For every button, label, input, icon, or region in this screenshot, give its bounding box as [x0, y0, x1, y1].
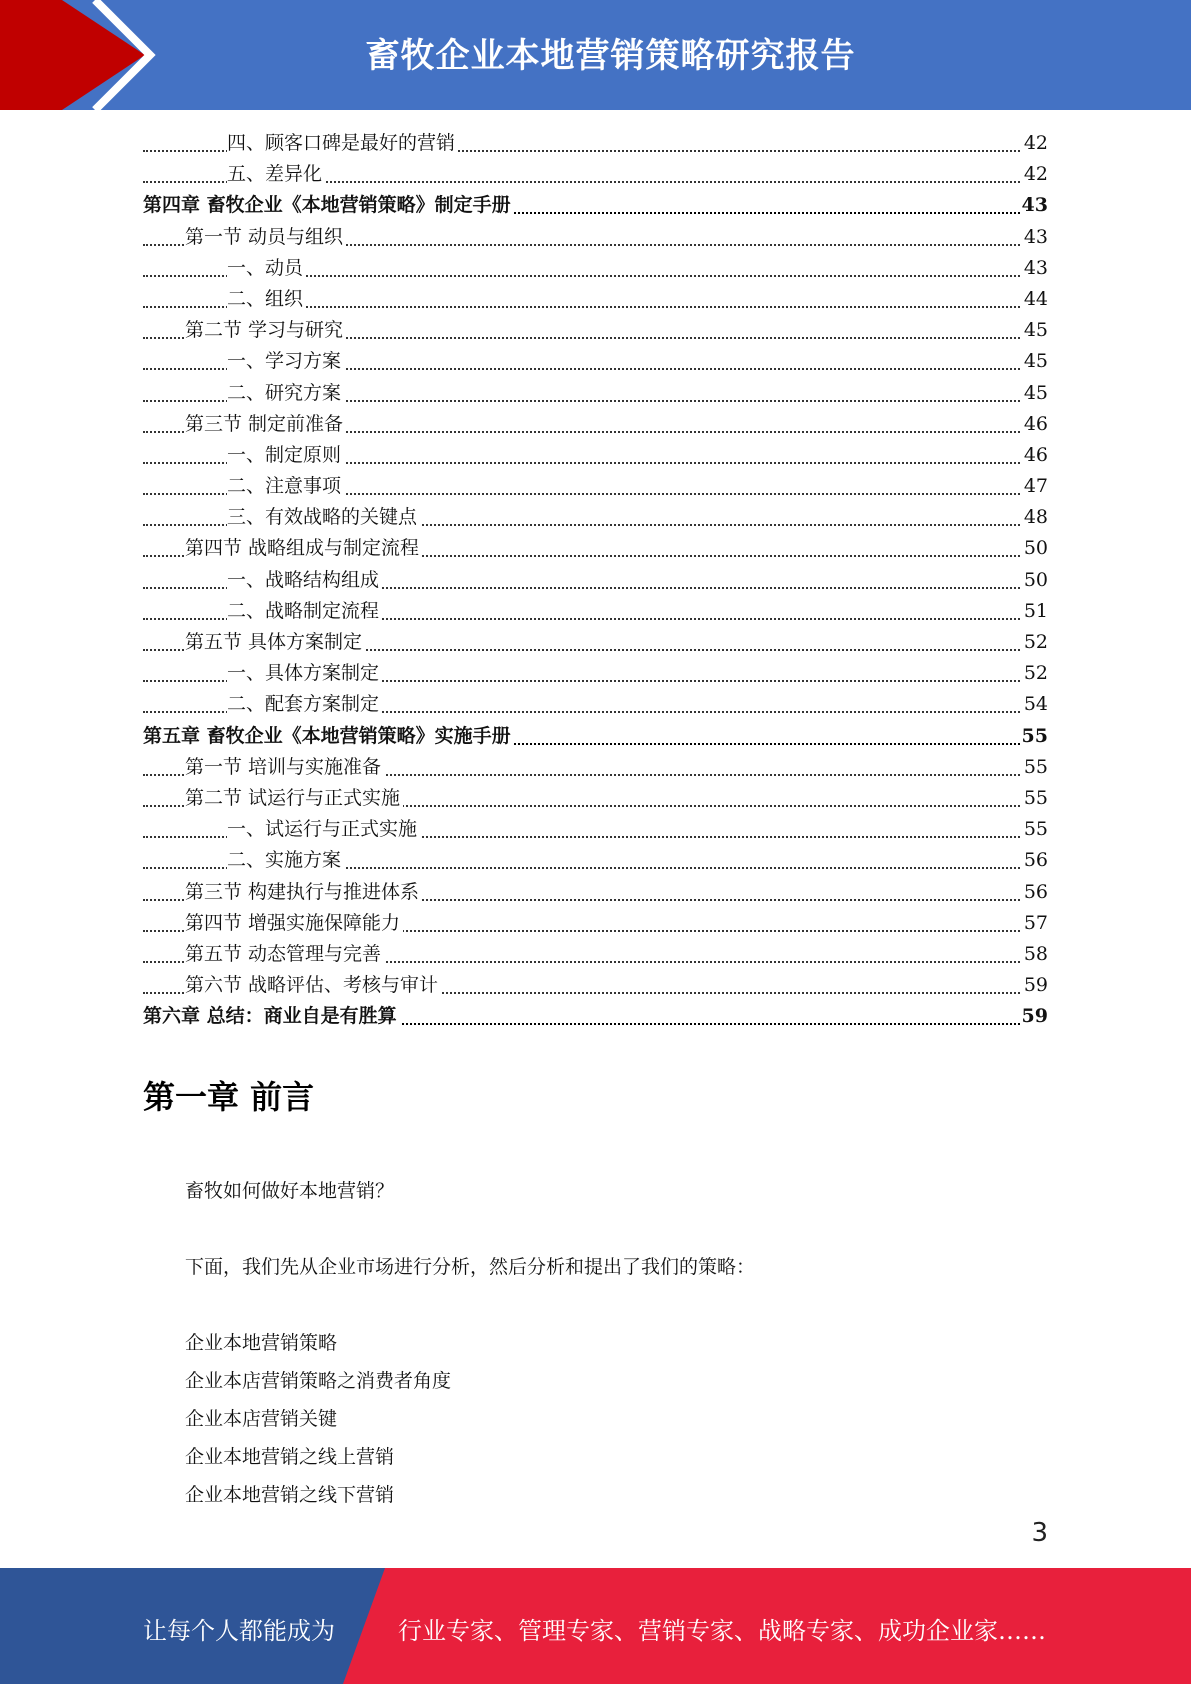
toc-entry-page: 46 [1022, 409, 1048, 440]
strategy-item: 企业本地营销之线下营销 [185, 1484, 395, 1506]
toc-entry[interactable] [143, 565, 1048, 596]
footer-slogan-right: 行业专家、管理专家、营销专家、战略专家、成功企业家…… [398, 1617, 1046, 1645]
report-title: 畜牧企业本地营销策略研究报告 [365, 36, 856, 76]
toc-entry[interactable] [143, 440, 1048, 471]
toc-entry[interactable] [143, 783, 1048, 814]
toc-entry-title: 第三节 制定前准备 [185, 409, 346, 440]
toc-entry-page: 48 [1022, 502, 1048, 533]
toc-entry-page: 56 [1022, 877, 1048, 908]
strategy-item: 企业本店营销策略之消费者角度 [185, 1370, 452, 1392]
page-footer [0, 1568, 1191, 1684]
toc-entry-title: 一、试运行与正式实施 [227, 814, 420, 845]
toc-entry[interactable] [143, 845, 1048, 876]
strategy-item: 企业本地营销之线上营销 [185, 1446, 395, 1468]
toc-entry-title: 一、战略结构组成 [227, 565, 382, 596]
toc-entry-page: 50 [1022, 533, 1048, 564]
toc-entry-title: 二、研究方案 [227, 378, 344, 409]
toc-entry-page: 52 [1022, 658, 1048, 689]
toc-entry[interactable] [143, 658, 1048, 689]
toc-entry-title: 第六章 总结：商业自是有胜算 [143, 1001, 400, 1032]
toc-entry[interactable] [143, 378, 1048, 409]
toc-entry-page: 57 [1022, 908, 1048, 939]
toc-entry[interactable] [143, 222, 1048, 253]
toc-entry[interactable] [143, 970, 1048, 1001]
toc-entry-title: 一、制定原则 [227, 440, 344, 471]
toc-entry-title: 第一节 培训与实施准备 [185, 752, 384, 783]
toc-entry[interactable] [143, 1001, 1048, 1032]
toc-entry-title: 第五节 动态管理与完善 [185, 939, 384, 970]
footer-slogan-left: 让每个人都能成为 [143, 1617, 335, 1645]
toc-entry[interactable] [143, 409, 1048, 440]
toc-entry-page: 45 [1022, 315, 1048, 346]
toc-entry-page: 59 [1020, 1001, 1048, 1032]
toc-entry-page: 55 [1020, 721, 1048, 752]
toc-entry-page: 43 [1020, 190, 1048, 221]
toc-entry[interactable] [143, 190, 1048, 221]
table-of-contents [143, 128, 1048, 1032]
toc-entry-page: 55 [1022, 814, 1048, 845]
strategy-item: 企业本地营销策略 [185, 1332, 338, 1354]
toc-entry-title: 五、差异化 [227, 159, 325, 190]
page-number: 3 [1031, 1518, 1048, 1548]
toc-entry-title: 三、有效战略的关键点 [227, 502, 420, 533]
toc-entry-page: 44 [1022, 284, 1048, 315]
toc-entry-title: 第一节 动员与组织 [185, 222, 346, 253]
toc-entry-page: 45 [1022, 378, 1048, 409]
toc-entry[interactable] [143, 627, 1048, 658]
toc-entry-title: 二、注意事项 [227, 471, 344, 502]
toc-entry-page: 42 [1022, 128, 1048, 159]
chapter-question: 畜牧如何做好本地营销？ [185, 1180, 395, 1202]
toc-entry[interactable] [143, 689, 1048, 720]
toc-entry[interactable] [143, 253, 1048, 284]
toc-entry[interactable] [143, 471, 1048, 502]
toc-entry-page: 47 [1022, 471, 1048, 502]
toc-entry-page: 43 [1022, 222, 1048, 253]
toc-entry-page: 43 [1022, 253, 1048, 284]
toc-entry[interactable] [143, 284, 1048, 315]
toc-entry[interactable] [143, 814, 1048, 845]
chapter-intro: 下面，我们先从企业市场进行分析，然后分析和提出了我们的策略： [185, 1256, 756, 1278]
toc-entry[interactable] [143, 502, 1048, 533]
toc-entry-title: 二、战略制定流程 [227, 596, 382, 627]
toc-entry-title: 二、组织 [227, 284, 306, 315]
toc-entry-page: 58 [1022, 939, 1048, 970]
toc-entry[interactable] [143, 159, 1048, 190]
toc-entry-title: 第五章 畜牧企业《本地营销策略》实施手册 [143, 721, 514, 752]
toc-entry-title: 第六节 战略评估、考核与审计 [185, 970, 441, 1001]
page-header [0, 0, 1191, 110]
toc-entry-page: 42 [1022, 159, 1048, 190]
toc-entry-title: 一、动员 [227, 253, 306, 284]
toc-entry-title: 第四章 畜牧企业《本地营销策略》制定手册 [143, 190, 514, 221]
toc-entry[interactable] [143, 533, 1048, 564]
toc-entry-page: 56 [1022, 845, 1048, 876]
toc-entry[interactable] [143, 128, 1048, 159]
toc-entry-title: 二、配套方案制定 [227, 689, 382, 720]
toc-entry[interactable] [143, 939, 1048, 970]
toc-entry-page: 46 [1022, 440, 1048, 471]
toc-entry-title: 四、顾客口碑是最好的营销 [227, 128, 458, 159]
toc-entry[interactable] [143, 315, 1048, 346]
toc-entry[interactable] [143, 346, 1048, 377]
chapter-title: 第一章 前言 [143, 1078, 315, 1116]
toc-entry-title: 第二节 学习与研究 [185, 315, 346, 346]
toc-entry-title: 二、实施方案 [227, 845, 344, 876]
strategy-item: 企业本店营销关键 [185, 1408, 338, 1430]
toc-entry-title: 第四节 战略组成与制定流程 [185, 533, 422, 564]
toc-entry-title: 第五节 具体方案制定 [185, 627, 365, 658]
toc-entry-title: 第四节 增强实施保障能力 [185, 908, 403, 939]
toc-entry-title: 一、学习方案 [227, 346, 344, 377]
toc-entry-page: 45 [1022, 346, 1048, 377]
toc-entry-page: 51 [1022, 596, 1048, 627]
toc-entry-page: 52 [1022, 627, 1048, 658]
toc-entry-title: 第三节 构建执行与推进体系 [185, 877, 422, 908]
toc-entry[interactable] [143, 877, 1048, 908]
toc-entry-page: 59 [1022, 970, 1048, 1001]
toc-entry[interactable] [143, 908, 1048, 939]
toc-entry-title: 一、具体方案制定 [227, 658, 382, 689]
toc-entry[interactable] [143, 752, 1048, 783]
toc-entry-page: 54 [1022, 689, 1048, 720]
toc-entry-page: 55 [1022, 752, 1048, 783]
toc-entry-page: 55 [1022, 783, 1048, 814]
toc-entry[interactable] [143, 721, 1048, 752]
toc-entry-page: 50 [1022, 565, 1048, 596]
toc-entry-title: 第二节 试运行与正式实施 [185, 783, 403, 814]
toc-entry[interactable] [143, 596, 1048, 627]
